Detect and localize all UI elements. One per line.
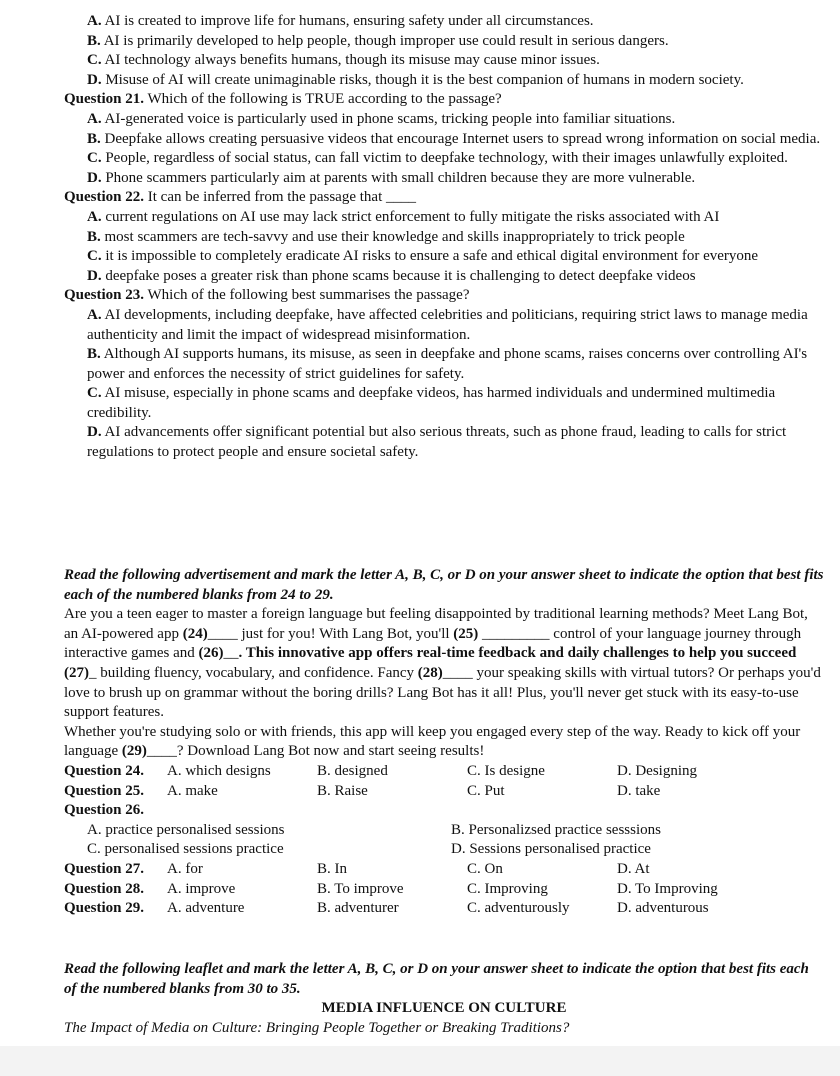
option-text: Deepfake allows creating persuasive videos that encourage Internet users to spread wrong information on social media. xyxy=(104,130,821,147)
choice-d: D. Sessions personalised practice xyxy=(451,841,651,858)
question-26-label-row xyxy=(64,801,824,821)
option-text: Misuse of AI will create unimaginable risks, though it is the best companion of humans in modern society. xyxy=(105,71,744,88)
question-label: Question 25. xyxy=(64,782,145,799)
option-b: B. AI is primarily developed to help people, though improper use could result in serious dangers. xyxy=(87,32,669,49)
question-stem: Which of the following best summarises the passage? xyxy=(147,287,470,304)
option-text: AI is primarily developed to help people, though improper use could result in serious dangers. xyxy=(103,32,669,49)
ad-text: __ xyxy=(223,645,239,662)
choice-b: B. To improve xyxy=(317,880,404,897)
option-text: current regulations on AI use may lack strict enforcement to fully mitigate the risks associated with AI xyxy=(105,208,720,225)
choice-a: A. improve xyxy=(167,880,236,897)
ad-text: Are you a teen eager to master a foreign language but feeling disappointed by traditional learning methods? Meet Lang Bot, an AI-powered app xyxy=(64,606,808,642)
leaflet-title: MEDIA INFLUENCE ON CULTURE xyxy=(321,1000,567,1017)
question-25-row xyxy=(64,782,824,802)
question-stem: It can be inferred from the passage that ____ xyxy=(147,189,416,206)
option-text: AI-generated voice is particularly used in phone scams, tricking people into familiar situations. xyxy=(104,110,676,127)
question-stem: Which of the following is TRUE according to the passage? xyxy=(147,91,502,108)
choice-d: D. At xyxy=(617,860,650,877)
question-29-row xyxy=(64,899,824,919)
question-label: Question 24. xyxy=(64,762,145,779)
option-d: D. Phone scammers particularly aim at parents with small children because they are more vulnerable. xyxy=(87,169,696,186)
choice-b: B. designed xyxy=(317,762,388,779)
choice-c: C. adventurously xyxy=(467,900,570,917)
blank-26: (26) xyxy=(198,645,224,662)
question-21 xyxy=(64,90,824,110)
option-a: A. AI is created to improve life for humans, ensuring safety under all circumstances. xyxy=(87,13,594,29)
leaflet-subtitle: The Impact of Media on Culture: Bringing People Together or Breaking Traditions? xyxy=(64,1019,570,1036)
choice-c: C. Put xyxy=(467,782,505,799)
blank-28: (28) xyxy=(417,664,443,681)
ad-text: ____ just for you! With Lang Bot, you'll xyxy=(207,625,454,642)
section-instruction: Read the following advertisement and mark the letter A, B, C, or D on your answer sheet to indicate the option that best fits each of the numbered blanks from 24 to 29. xyxy=(64,567,824,603)
option-a: A. AI-generated voice is particularly used in phone scams, tricking people into familiar situations. xyxy=(87,110,676,127)
ad-bold-text: . This innovative app offers real-time feedback and daily challenges to help you succeed (27) xyxy=(64,645,797,681)
question-26-row-2 xyxy=(64,840,824,860)
option-d: D. deepfake poses a greater risk than phone scams because it is challenging to detect deepfake videos xyxy=(87,267,696,284)
option-c: C. People, regardless of social status, can fall victim to deepfake technology, with their images unlawfully exploited. xyxy=(87,150,788,167)
ad-text: _ building fluency, vocabulary, and confidence. Fancy xyxy=(89,664,418,681)
question-28-row xyxy=(64,880,824,900)
choice-a: A. make xyxy=(167,782,218,799)
option-b: B. Deepfake allows creating persuasive videos that encourage Internet users to spread wrong information on social media. xyxy=(87,130,821,147)
blank-25: (25) xyxy=(453,625,479,642)
option-a: A. current regulations on AI use may lack strict enforcement to fully mitigate the risks associated with AI xyxy=(87,208,720,225)
option-c: C. AI misuse, especially in phone scams and deepfake videos, has harmed individuals and undermined multimedia credibility. xyxy=(87,385,776,421)
choice-d: D. To Improving xyxy=(617,880,718,897)
question-26-row-1 xyxy=(64,821,824,841)
option-b: B. most scammers are tech-savvy and use their knowledge and skills inappropriately to trick people xyxy=(87,228,685,245)
choice-b: B. adventurer xyxy=(317,900,399,917)
choice-c: C. On xyxy=(467,860,503,877)
choice-c: C. Improving xyxy=(467,880,548,897)
option-text: AI advancements offer significant potential but also serious threats, such as phone fraud, leading to calls for strict regulations to protect people and ensure societal safety. xyxy=(87,424,787,461)
ad-text: ____? Download Lang Bot now and start seeing results! xyxy=(146,743,485,760)
question-label: Question 28. xyxy=(64,880,145,897)
section-instruction: Read the following leaflet and mark the letter A, B, C, or D on your answer sheet to indicate the option that best fits each of the numbered blanks from 30 to 35. xyxy=(64,961,809,997)
choice-d: D. take xyxy=(617,782,661,799)
question-24-row xyxy=(64,762,824,782)
option-a: A. AI developments, including deepfake, have affected celebrities and politicians, requiring strict laws to manage media authenticity and limit the impact of widespread misinformation. xyxy=(87,306,808,343)
page-bottom-edge xyxy=(0,1046,840,1076)
option-text: AI developments, including deepfake, have affected celebrities and politicians, requiring strict laws to manage media authenticity and limit the impact of widespread misinformation. xyxy=(87,306,808,343)
option-text: People, regardless of social status, can fall victim to deepfake technology, with their images unlawfully exploited. xyxy=(105,150,788,167)
option-text: Phone scammers particularly aim at parents with small children because they are more vulnerable. xyxy=(105,169,696,186)
question-label: Question 27. xyxy=(64,860,145,877)
option-c: C. AI technology always benefits humans, though its misuse may cause minor issues. xyxy=(87,52,600,69)
choice-b: B. Personalizsed practice sesssions xyxy=(451,821,661,838)
choice-b: B. Raise xyxy=(317,782,368,799)
option-text: it is impossible to completely eradicate AI risks to ensure a safe and ethical digital environment for everyone xyxy=(105,248,759,265)
question-label: Question 26. xyxy=(64,802,145,819)
question-label: Question 22. xyxy=(64,189,145,206)
question-label: Question 29. xyxy=(64,900,145,917)
option-b: B. Although AI supports humans, its misuse, as seen in deepfake and phone scams, raises concerns over controlling AI's power and enforces the necessity of strict guidelines for safety. xyxy=(87,346,808,382)
choice-a: A. practice personalised sessions xyxy=(87,821,285,838)
choice-d: D. adventurous xyxy=(617,900,709,917)
question-22 xyxy=(64,188,824,208)
blank-24: (24) xyxy=(182,625,208,642)
choice-d: D. Designing xyxy=(617,762,697,779)
question-27-row xyxy=(64,860,824,880)
option-c: C. it is impossible to completely eradicate AI risks to ensure a safe and ethical digital environment for everyone xyxy=(87,248,759,265)
leaflet-section xyxy=(64,960,824,1038)
question-label: Question 23. xyxy=(64,287,145,304)
option-text: AI technology always benefits humans, though its misuse may cause minor issues. xyxy=(104,52,600,69)
question-label: Question 21. xyxy=(64,91,145,108)
option-text: AI misuse, especially in phone scams and deepfake videos, has harmed individuals and undermined multimedia credibility. xyxy=(87,385,776,421)
choice-c: C. Is designe xyxy=(467,762,545,779)
option-text: AI is created to improve life for humans, ensuring safety under all circumstances. xyxy=(104,13,594,29)
option-text: most scammers are tech-savvy and use their knowledge and skills inappropriately to trick people xyxy=(104,228,685,245)
advertisement-paragraph-2 xyxy=(64,723,824,762)
choice-c: C. personalised sessions practice xyxy=(87,841,284,858)
option-d: D. Misuse of AI will create unimaginable risks, though it is the best companion of humans in modern society. xyxy=(87,71,744,88)
advertisement-paragraph-1 xyxy=(64,605,824,723)
ad-text: Whether you're studying solo or with friends, this app will keep you engaged every step of the way. Ready to kick off your language xyxy=(64,723,801,760)
option-text: Although AI supports humans, its misuse, as seen in deepfake and phone scams, raises concerns over controlling AI's power and enforces the necessity of strict guidelines for safety. xyxy=(87,346,808,382)
question-20-options xyxy=(64,12,824,463)
choice-a: A. which designs xyxy=(167,762,271,779)
question-23 xyxy=(64,286,824,306)
option-text: deepfake poses a greater risk than phone scams because it is challenging to detect deepfake videos xyxy=(105,267,696,284)
blank-29: (29) xyxy=(121,743,147,760)
choice-a: A. for xyxy=(167,860,203,877)
ad-text: _________ control of your language journey through interactive games and xyxy=(64,625,802,662)
choice-b: B. In xyxy=(317,860,347,877)
advertisement-section xyxy=(64,566,824,919)
option-d: D. AI advancements offer significant potential but also serious threats, such as phone fraud, leading to calls for strict regulations to protect people and ensure societal safety. xyxy=(87,424,787,461)
ad-text: ____ your speaking skills with virtual tutors? Or perhaps you'd love to brush up on grammar without the boring drills? Lang Bot has it all! Plus, you'll never get stuck with its easy-to-use support features. xyxy=(64,664,821,721)
choice-a: A. adventure xyxy=(167,900,245,917)
